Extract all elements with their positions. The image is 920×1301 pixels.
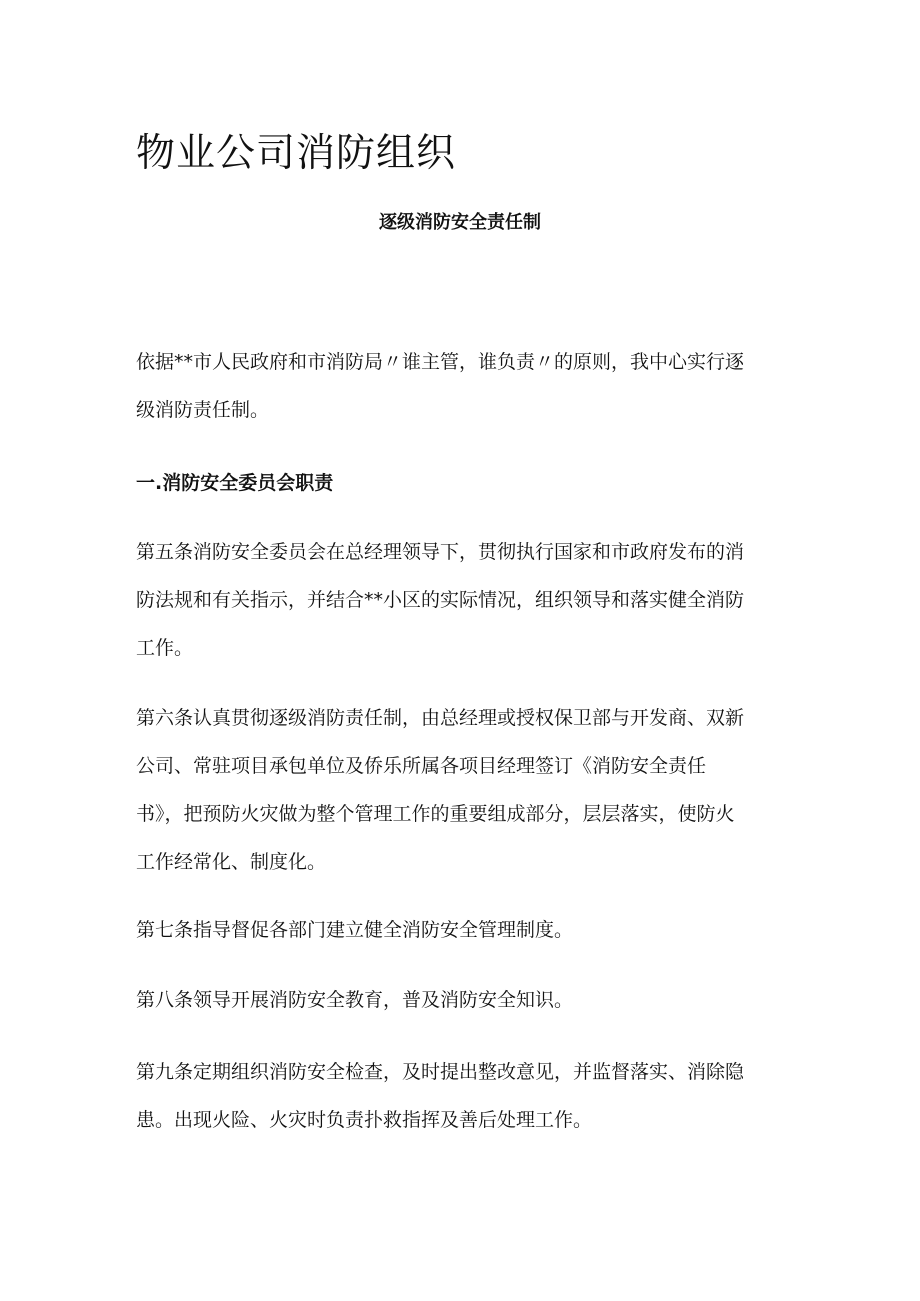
paragraph-line: 工作。 xyxy=(136,637,194,659)
paragraph-line: 第九条定期组织消防安全检查，及时提出整改意见，并监督落实、消除隐 xyxy=(136,1061,745,1083)
paragraph-line: 依据**市人民政府和市消防局〃谁主管，谁负责〃的原则，我中心实行逐 xyxy=(136,351,745,373)
paragraph-line: 书》，把预防火灾做为整个管理工作的重要组成部分，层层落实，使防火 xyxy=(136,803,735,825)
article-5 xyxy=(136,528,796,672)
paragraph-line: 级消防责任制。 xyxy=(136,399,270,421)
article-7 xyxy=(136,906,796,954)
document-subtitle: 逐级消防安全责任制 xyxy=(379,212,541,233)
article-8 xyxy=(136,976,796,1024)
paragraph-line: 防法规和有关指示，并结合**小区的实际情况，组织领导和落实健全消防 xyxy=(136,589,745,611)
paragraph-line: 第八条领导开展消防安全教育，普及消防安全知识。 xyxy=(136,989,574,1011)
document-title: 物业公司消防组织 xyxy=(136,131,457,176)
paragraph-line: 工作经常化、制度化。 xyxy=(136,851,327,873)
intro-paragraph xyxy=(136,338,796,434)
paragraph-line: 患。出现火险、火灾时负责扑救指挥及善后处理工作。 xyxy=(136,1109,593,1131)
paragraph-line: 第五条消防安全委员会在总经理领导下，贯彻执行国家和市政府发布的消 xyxy=(136,541,745,563)
article-6 xyxy=(136,694,796,886)
paragraph-line: 第六条认真贯彻逐级消防责任制，由总经理或授权保卫部与开发商、双新 xyxy=(136,707,745,729)
paragraph-line: 第七条指导督促各部门建立健全消防安全管理制度。 xyxy=(136,919,574,941)
section-heading: 一.消防安全委员会职责 xyxy=(136,472,334,494)
article-9 xyxy=(136,1048,796,1144)
paragraph-line: 公司、常驻项目承包单位及侨乐所属各项目经理签订《消防安全责任 xyxy=(136,755,707,777)
